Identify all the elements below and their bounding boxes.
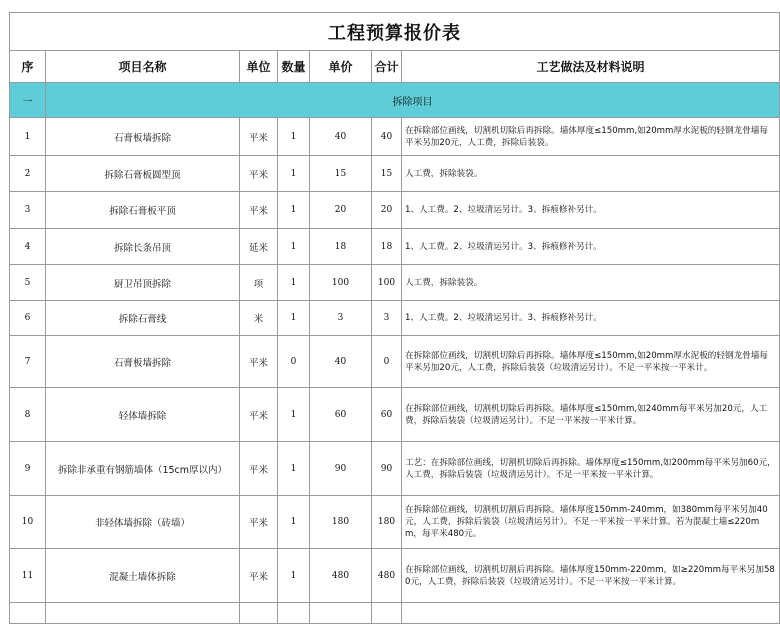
cell-description[interactable]: 在拆除部位画线，切割机切割后再拆除。墙体厚度150mm-220mm，如≥220mm每平米另加580元，人工费，拆除后装袋（垃圾清运另计）。不足一平米按一平米计算。 <box>402 549 780 603</box>
cell-unit[interactable]: 平米 <box>240 549 278 603</box>
cell-description[interactable]: 1、人工费。2、垃圾清运另计。3、拆痕修补另计。 <box>402 301 780 336</box>
header-description[interactable]: 工艺做法及材料说明 <box>402 51 780 83</box>
cell-index[interactable]: 10 <box>10 496 46 549</box>
cell-unit[interactable]: 米 <box>240 301 278 336</box>
cell-index[interactable]: 11 <box>10 549 46 603</box>
cell-description[interactable]: 人工费，拆除装袋。 <box>402 156 780 192</box>
cell-unit[interactable]: 平米 <box>240 496 278 549</box>
cell-index[interactable]: 3 <box>10 192 46 229</box>
header-unit[interactable]: 单位 <box>240 51 278 83</box>
cell-unit-price[interactable]: 90 <box>310 442 372 496</box>
cell-quantity[interactable]: 1 <box>278 549 310 603</box>
cell-empty[interactable] <box>310 603 372 624</box>
cell-item-name[interactable]: 拆除石膏线 <box>46 301 240 336</box>
cell-unit-price[interactable]: 15 <box>310 156 372 192</box>
cell-item-name[interactable]: 拆除石膏板圆型顶 <box>46 156 240 192</box>
table-row <box>10 336 780 388</box>
cell-total[interactable]: 18 <box>372 229 402 265</box>
table-row <box>10 118 780 156</box>
section-row-demolition <box>10 83 780 118</box>
cell-quantity[interactable]: 1 <box>278 496 310 549</box>
cell-index[interactable]: 7 <box>10 336 46 388</box>
cell-item-name[interactable]: 拆除长条吊顶 <box>46 229 240 265</box>
cell-description[interactable]: 在拆除部位画线，切割机切除后再拆除。墙体厚度≤150mm,如20mm厚水泥板的轻钢龙骨墙每平米另加20元，人工费，拆除后装袋。 <box>402 118 780 156</box>
cell-total[interactable]: 3 <box>372 301 402 336</box>
cell-unit-price[interactable]: 20 <box>310 192 372 229</box>
cell-index[interactable]: 4 <box>10 229 46 265</box>
cell-quantity[interactable]: 1 <box>278 265 310 301</box>
section-label[interactable]: 拆除项目 <box>46 83 780 118</box>
cell-quantity[interactable]: 1 <box>278 156 310 192</box>
table-row <box>10 229 780 265</box>
cell-description[interactable]: 在拆除部位画线，切割机切除后再拆除。墙体厚度≤150mm,如20mm厚水泥板的轻钢龙骨墙每平米另加20元，人工费，拆除后装袋（垃圾清运另计）。不足一平米按一平米计。 <box>402 336 780 388</box>
header-item-name[interactable]: 项目名称 <box>46 51 240 83</box>
cell-index[interactable]: 2 <box>10 156 46 192</box>
cell-unit-price[interactable]: 180 <box>310 496 372 549</box>
cell-index[interactable]: 5 <box>10 265 46 301</box>
cell-description[interactable]: 工艺：在拆除部位画线，切割机切除后再拆除。墙体厚度≤150mm,如200mm每平米另加60元，人工费，拆除后装袋（垃圾清运另计）。不足一平米按一平米计算。 <box>402 442 780 496</box>
cell-unit[interactable]: 平米 <box>240 192 278 229</box>
cell-index[interactable]: 9 <box>10 442 46 496</box>
table-row <box>10 496 780 549</box>
cell-unit-price[interactable]: 40 <box>310 336 372 388</box>
section-index[interactable]: 一 <box>10 83 46 118</box>
cell-description[interactable]: 人工费，拆除装袋。 <box>402 265 780 301</box>
cell-unit-price[interactable]: 18 <box>310 229 372 265</box>
header-row <box>10 51 780 83</box>
cell-quantity[interactable]: 1 <box>278 388 310 442</box>
cell-index[interactable]: 8 <box>10 388 46 442</box>
cell-description[interactable]: 在拆除部位画线，切割机切割后再拆除。墙体厚度150mm-240mm，如380mm每平米另加40元，人工费，拆除后装袋（垃圾清运另计）。不足一平米按一平米计算。若为混凝土墙≤220mm，每平米480元。 <box>402 496 780 549</box>
cell-item-name[interactable]: 厨卫吊顶拆除 <box>46 265 240 301</box>
table-row-empty <box>10 603 780 624</box>
sheet-title: 工程预算报价表 <box>10 13 780 51</box>
cell-total[interactable]: 480 <box>372 549 402 603</box>
budget-quote-table <box>9 12 780 624</box>
cell-index[interactable]: 6 <box>10 301 46 336</box>
cell-total[interactable]: 20 <box>372 192 402 229</box>
cell-unit[interactable]: 平米 <box>240 442 278 496</box>
cell-empty[interactable] <box>240 603 278 624</box>
cell-empty[interactable] <box>372 603 402 624</box>
cell-empty[interactable] <box>402 603 780 624</box>
cell-item-name[interactable]: 石膏板墙拆除 <box>46 118 240 156</box>
table-row <box>10 388 780 442</box>
cell-total[interactable]: 60 <box>372 388 402 442</box>
table-row <box>10 301 780 336</box>
table-row <box>10 192 780 229</box>
cell-unit[interactable]: 平米 <box>240 336 278 388</box>
cell-description[interactable]: 在拆除部位画线，切割机切除后再拆除。墙体厚度≤150mm,如240mm每平米另加20元，人工费，拆除后装袋（垃圾清运另计）。不足一平米按一平米计算。 <box>402 388 780 442</box>
table-row <box>10 442 780 496</box>
cell-empty[interactable] <box>278 603 310 624</box>
cell-item-name[interactable]: 轻体墙拆除 <box>46 388 240 442</box>
cell-quantity[interactable]: 1 <box>278 192 310 229</box>
header-total[interactable]: 合计 <box>372 51 402 83</box>
cell-item-name[interactable]: 石膏板墙拆除 <box>46 336 240 388</box>
cell-total[interactable]: 180 <box>372 496 402 549</box>
cell-unit-price[interactable]: 3 <box>310 301 372 336</box>
cell-description[interactable]: 1、人工费。2、垃圾清运另计。3、拆痕修补另计。 <box>402 192 780 229</box>
cell-unit-price[interactable]: 60 <box>310 388 372 442</box>
table-row <box>10 265 780 301</box>
cell-item-name[interactable]: 非轻体墙拆除（砖墙） <box>46 496 240 549</box>
cell-unit[interactable]: 平米 <box>240 118 278 156</box>
cell-quantity[interactable]: 1 <box>278 118 310 156</box>
cell-description[interactable]: 1、人工费。2、垃圾清运另计。3、拆痕修补另计。 <box>402 229 780 265</box>
cell-quantity[interactable]: 1 <box>278 442 310 496</box>
cell-item-name[interactable]: 拆除非承重有钢筋墙体（15cm厚以内） <box>46 442 240 496</box>
cell-total[interactable]: 15 <box>372 156 402 192</box>
cell-item-name[interactable]: 拆除石膏板平顶 <box>46 192 240 229</box>
cell-index[interactable]: 1 <box>10 118 46 156</box>
cell-item-name[interactable]: 混凝土墙体拆除 <box>46 549 240 603</box>
table-row <box>10 156 780 192</box>
header-quantity[interactable]: 数量 <box>278 51 310 83</box>
cell-total[interactable]: 90 <box>372 442 402 496</box>
cell-unit-price[interactable]: 100 <box>310 265 372 301</box>
cell-empty[interactable] <box>10 603 46 624</box>
cell-unit-price[interactable]: 40 <box>310 118 372 156</box>
cell-total[interactable]: 100 <box>372 265 402 301</box>
cell-unit[interactable]: 延米 <box>240 229 278 265</box>
cell-unit[interactable]: 项 <box>240 265 278 301</box>
cell-empty[interactable] <box>46 603 240 624</box>
header-unit-price[interactable]: 单价 <box>310 51 372 83</box>
cell-total[interactable]: 0 <box>372 336 402 388</box>
cell-unit[interactable]: 平米 <box>240 388 278 442</box>
cell-quantity[interactable]: 1 <box>278 301 310 336</box>
cell-quantity[interactable]: 1 <box>278 229 310 265</box>
cell-quantity[interactable]: 0 <box>278 336 310 388</box>
cell-unit-price[interactable]: 480 <box>310 549 372 603</box>
table-row <box>10 549 780 603</box>
cell-total[interactable]: 40 <box>372 118 402 156</box>
cell-unit[interactable]: 平米 <box>240 156 278 192</box>
header-index[interactable]: 序 <box>10 51 46 83</box>
